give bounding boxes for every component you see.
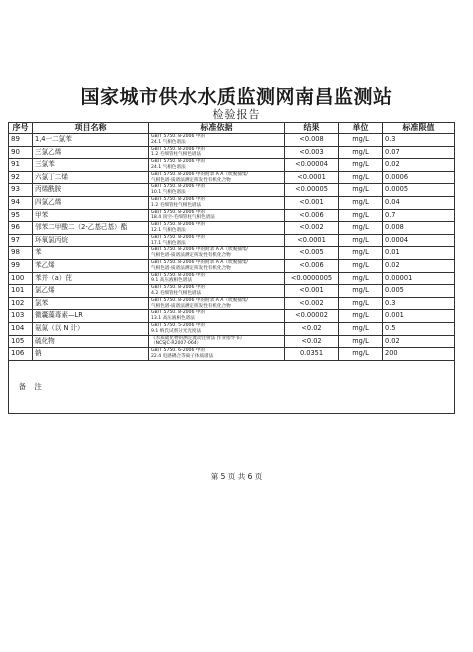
remark-content — [18, 360, 455, 413]
standard-line-2: 9.1 纳氏试剂分光光度法 — [151, 328, 202, 334]
standard-line-2: 1.2 毛细管柱气相色谱法 — [151, 202, 202, 208]
row-number: 103 — [9, 310, 33, 323]
item-name: 钠 — [33, 348, 149, 361]
limit-value: 0.7 — [383, 209, 455, 222]
result-value: <0.006 — [285, 209, 339, 222]
unit-value: mg/L — [339, 310, 383, 323]
result-value: <0.001 — [285, 196, 339, 209]
standard-basis — [149, 272, 285, 285]
table-row — [9, 209, 455, 222]
item-name: 1,4一二氯苯 — [33, 134, 149, 147]
table-row — [9, 322, 455, 335]
standard-basis — [149, 247, 285, 260]
result-value: <0.005 — [285, 247, 339, 260]
standard-basis — [149, 209, 285, 222]
standard-line-1: GB/T 5750. 8-2006 中的 — [151, 134, 206, 139]
limit-value: 0.0004 — [383, 234, 455, 247]
row-number: 94 — [9, 196, 33, 209]
item-name: 丙烯酰胺 — [33, 184, 149, 197]
column-header-no: 序号 — [9, 123, 33, 134]
standard-basis — [149, 222, 285, 235]
limit-value: 0.02 — [383, 335, 455, 348]
item-name: 环氧氯丙烷 — [33, 234, 149, 247]
row-number: 104 — [9, 322, 33, 335]
row-number: 93 — [9, 184, 33, 197]
standard-line-1: GB/T 5750. 8-2006 中的 — [151, 196, 206, 202]
column-header-result: 结果 — [285, 123, 339, 134]
standard-line-2: 13.1 高压液相色谱法 — [151, 316, 195, 322]
result-value: <0.002 — [285, 222, 339, 235]
item-name: 甲苯 — [33, 209, 149, 222]
unit-value: mg/L — [339, 146, 383, 159]
standard-line-1: GB/T 5750. 8-2006 中的 — [151, 159, 206, 165]
result-value: <0.008 — [285, 134, 339, 147]
unit-value: mg/L — [339, 297, 383, 310]
standard-line-1: GB/T 5750. 8-2006 中的 — [151, 310, 206, 316]
row-number: 91 — [9, 159, 33, 172]
unit-value: mg/L — [339, 285, 383, 298]
column-header-limit: 标准限值 — [383, 123, 455, 134]
unit-value: mg/L — [339, 222, 383, 235]
standard-basis — [149, 335, 285, 348]
inspection-table — [8, 122, 455, 414]
table-row — [9, 234, 455, 247]
standard-line-1: GB/T 5750. 8-2006 中的 — [151, 234, 206, 240]
unit-value: mg/L — [339, 184, 383, 197]
table-row — [9, 259, 455, 272]
unit-value: mg/L — [339, 234, 383, 247]
standard-line-1: GB/T 5750. 8-2006 中的附录 A A（吹脱捕集/ — [151, 259, 248, 265]
column-header-standard: 标准依据 — [149, 123, 285, 134]
item-name: 苯乙烯 — [33, 259, 149, 272]
result-value: <0.0001 — [285, 171, 339, 184]
report-subtitle: 检验报告 — [212, 108, 261, 121]
limit-value: 0.001 — [383, 310, 455, 323]
unit-value: mg/L — [339, 247, 383, 260]
remark-label-text: 备 注 — [18, 381, 45, 391]
limit-value: 0.0006 — [383, 171, 455, 184]
standard-line-1: GB/T 5750. 8-2006 中的附录 A A（吹脱捕集/ — [151, 247, 248, 253]
row-number: 97 — [9, 234, 33, 247]
table-row — [9, 285, 455, 298]
standard-line-2: 10.1 气相色谱法 — [151, 190, 186, 196]
unit-value: mg/L — [339, 272, 383, 285]
standard-line-2: 24.1 气相色谱法 — [151, 164, 186, 170]
result-value: 0.0351 — [285, 348, 339, 361]
table-row — [9, 335, 455, 348]
row-number: 98 — [9, 247, 33, 260]
limit-value: 0.005 — [383, 285, 455, 298]
column-header-unit: 单位 — [339, 123, 383, 134]
unit-value: mg/L — [339, 159, 383, 172]
standard-line-2: 24.1 气相色谱法 — [151, 139, 186, 145]
standard-basis — [149, 146, 285, 159]
row-number: 92 — [9, 171, 33, 184]
standard-basis — [149, 134, 285, 147]
unit-value: mg/L — [339, 259, 383, 272]
row-number: 95 — [9, 209, 33, 222]
result-value: <0.02 — [285, 335, 339, 348]
standard-basis — [149, 310, 285, 323]
standard-line-2: 气相色谱-质谱法测定挥发性有机化合物 — [151, 253, 231, 259]
row-number: 102 — [9, 297, 33, 310]
item-name: 硫化物 — [33, 335, 149, 348]
standard-basis — [149, 297, 285, 310]
unit-value: mg/L — [339, 348, 383, 361]
standard-line-1: GB/T 5750. 6-2006 中的 — [151, 348, 206, 354]
result-value: <0.006 — [285, 259, 339, 272]
standard-basis — [149, 322, 285, 335]
standard-line-2: 4.2 毛细管柱气相色谱法 — [151, 290, 202, 296]
standard-line-1: GB/T 5750. 8-2006 中的 — [151, 146, 206, 152]
standard-line-1: 《水质硫化物的测定流动注射法 作业指导书》 — [151, 335, 245, 341]
standard-line-1: GB/T 5750. 8-2006 中的 — [151, 272, 206, 278]
standard-line-2: 9.1 高压液相色谱法 — [151, 278, 192, 284]
item-name: 苯 — [33, 247, 149, 260]
row-number: 96 — [9, 222, 33, 235]
standard-line-2: 17.1 气相色谱法 — [151, 240, 186, 246]
row-number: 89 — [9, 134, 33, 147]
item-name: 苯并（a）芘 — [33, 272, 149, 285]
row-number: 100 — [9, 272, 33, 285]
item-name: 三氯苯 — [33, 159, 149, 172]
standard-line-2: 12.1 气相色谱法 — [151, 227, 186, 233]
standard-line-2: 气相色谱-质谱法测定挥发性有机化合物 — [151, 177, 231, 183]
item-name: 邻苯二甲酸二（2-乙基己基）酯 — [33, 222, 149, 235]
table-row — [9, 196, 455, 209]
standard-basis — [149, 196, 285, 209]
standard-line-1: GB/T 5750. 8-2006 中的 — [151, 209, 206, 215]
unit-value: mg/L — [339, 335, 383, 348]
standard-basis — [149, 234, 285, 247]
table-row — [9, 134, 455, 147]
table-row — [9, 297, 455, 310]
table-row — [9, 222, 455, 235]
page-title: 国家城市供水水质监测网南昌监测站 — [80, 86, 393, 108]
row-number: 90 — [9, 146, 33, 159]
result-value: <0.0000005 — [285, 272, 339, 285]
standard-basis — [149, 285, 285, 298]
row-number: 99 — [9, 259, 33, 272]
limit-value: 0.5 — [383, 322, 455, 335]
result-value: <0.001 — [285, 285, 339, 298]
remark-row — [9, 360, 455, 413]
limit-value: 200 — [383, 348, 455, 361]
table-row — [9, 310, 455, 323]
result-value: <0.00002 — [285, 310, 339, 323]
result-value: <0.0001 — [285, 234, 339, 247]
standard-line-1: GB/T 5750. 8-2006 中的 — [151, 285, 206, 291]
limit-value: 0.00001 — [383, 272, 455, 285]
unit-value: mg/L — [339, 171, 383, 184]
limit-value: 0.008 — [383, 222, 455, 235]
item-name: 氯苯 — [33, 297, 149, 310]
result-value: <0.00004 — [285, 159, 339, 172]
limit-value: 0.01 — [383, 247, 455, 260]
unit-value: mg/L — [339, 209, 383, 222]
table-row — [9, 184, 455, 197]
row-number: 101 — [9, 285, 33, 298]
row-number: 106 — [9, 348, 33, 361]
limit-value: 0.0005 — [383, 184, 455, 197]
standard-line-2: 气相色谱-质谱法测定挥发性有机化合物 — [151, 265, 231, 271]
item-name: 四氯乙烯 — [33, 196, 149, 209]
limit-value: 0.02 — [383, 159, 455, 172]
page-number: 第 5 页 共 6 页 — [210, 472, 263, 481]
item-name: 六氯丁二烯 — [33, 171, 149, 184]
unit-value: mg/L — [339, 134, 383, 147]
standard-basis — [149, 348, 285, 361]
table-row — [9, 146, 455, 159]
table-row — [9, 348, 455, 361]
table-row — [9, 171, 455, 184]
standard-line-1: GB/T 5750. 8-2006 中的附录 A A（吹脱捕集/ — [151, 297, 248, 303]
standard-line-1: GB/T 5750. 8-2006 中的 — [151, 184, 206, 190]
limit-value: 0.3 — [383, 134, 455, 147]
standard-line-2: 22.4 电感耦合等离子体质谱法 — [151, 353, 214, 359]
result-value: <0.003 — [285, 146, 339, 159]
result-value: <0.00005 — [285, 184, 339, 197]
row-number: 105 — [9, 335, 33, 348]
unit-value: mg/L — [339, 196, 383, 209]
standard-line-2: 1.2 毛细管柱气相色谱法 — [151, 152, 202, 158]
standard-basis — [149, 171, 285, 184]
standard-basis — [149, 259, 285, 272]
standard-line-1: GB/T 5750. 8-2006 中的附录 A A（吹脱捕集/ — [151, 171, 248, 177]
standard-line-1: GB/T 5750. 5-2006 中的 — [151, 322, 206, 328]
standard-line-1: GB/T 5750. 8-2006 中的 — [151, 222, 206, 228]
table-row — [9, 247, 455, 260]
item-name: 氯乙烯 — [33, 285, 149, 298]
standard-line-2: 18.4 顶空-毛细管柱气相色谱法 — [151, 215, 215, 221]
table-row — [9, 272, 455, 285]
item-name: 三氯乙烯 — [33, 146, 149, 159]
limit-value: 0.04 — [383, 196, 455, 209]
item-name: 氨氮（以 N 计） — [33, 322, 149, 335]
column-header-item: 项目名称 — [33, 123, 149, 134]
result-value: <0.02 — [285, 322, 339, 335]
limit-value: 0.3 — [383, 297, 455, 310]
standard-basis — [149, 184, 285, 197]
limit-value: 0.02 — [383, 259, 455, 272]
table-row — [9, 159, 455, 172]
unit-value: mg/L — [339, 322, 383, 335]
standard-line-2: 气相色谱-质谱法测定挥发性有机化合物 — [151, 303, 231, 309]
standard-basis — [149, 159, 285, 172]
limit-value: 0.07 — [383, 146, 455, 159]
result-value: <0.002 — [285, 297, 339, 310]
item-name: 微囊藻毒素—LR — [33, 310, 149, 323]
table-header-row — [9, 123, 455, 134]
standard-line-2: （NCSJC-R2007-064） — [151, 341, 202, 347]
